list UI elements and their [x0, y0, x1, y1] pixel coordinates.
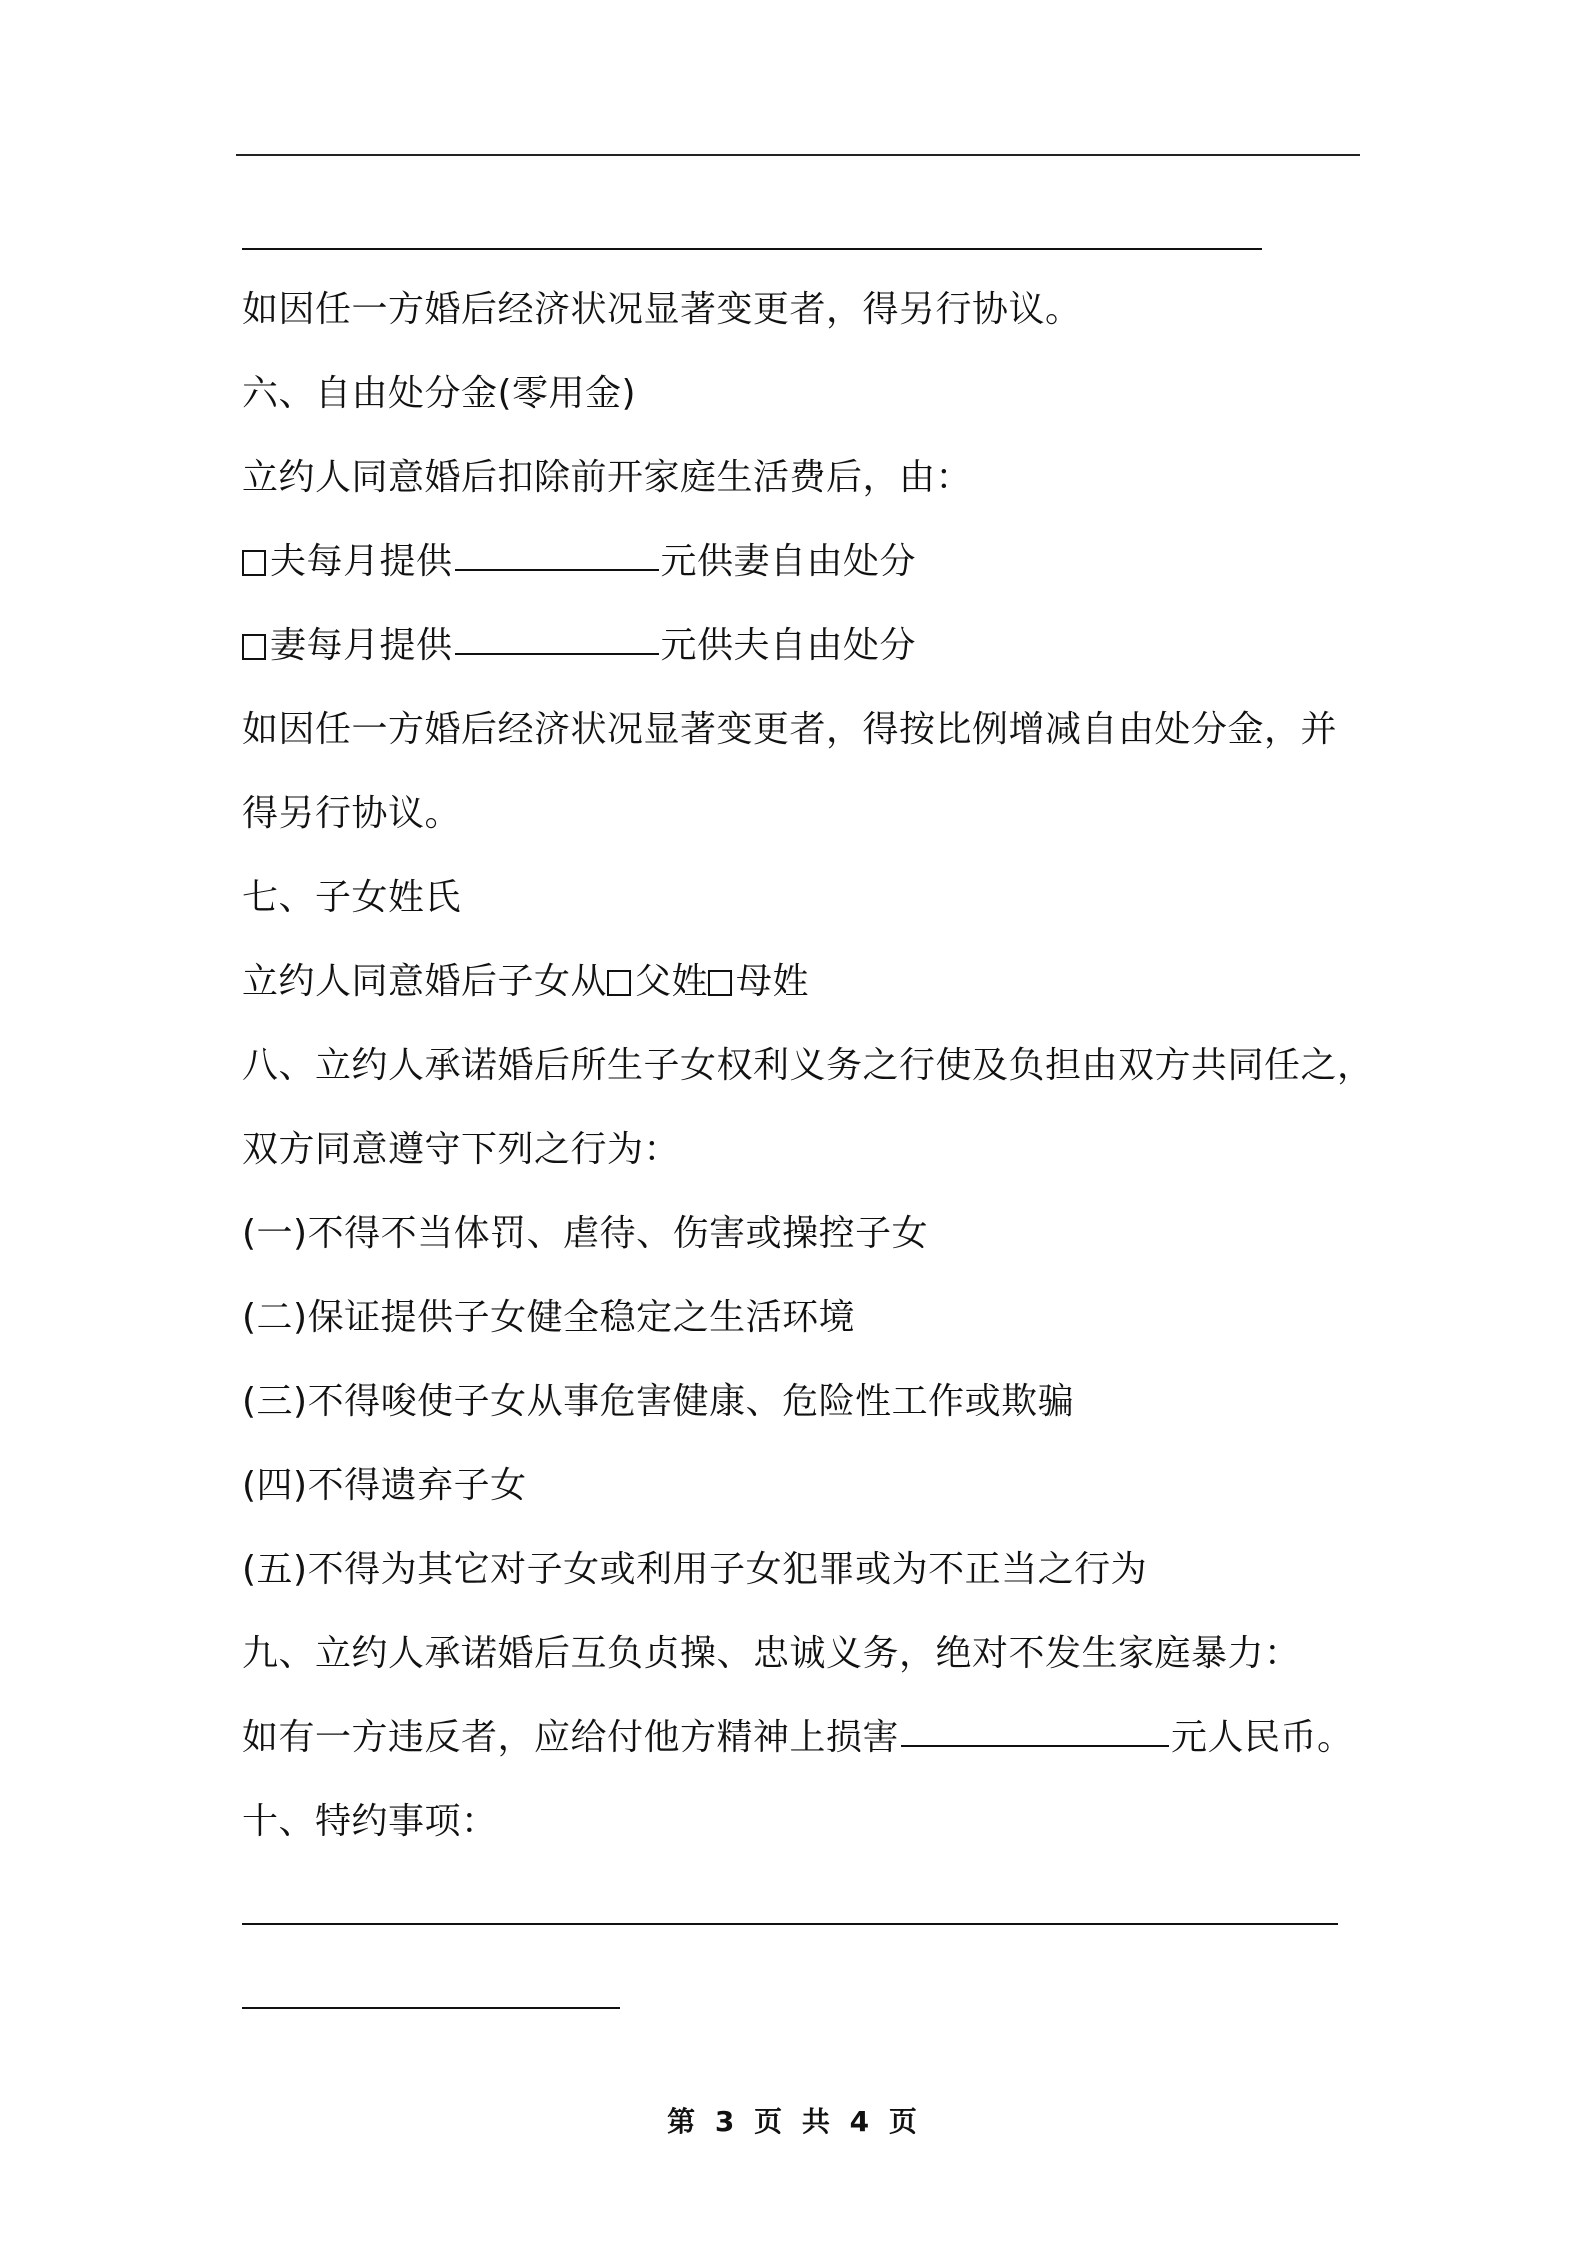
header-rule	[236, 154, 1360, 156]
compensation-suffix: 元人民币。	[1171, 1717, 1354, 1758]
option-suffix: 元供夫自由处分	[660, 625, 917, 666]
paragraph-line: 如因任一方婚后经济状况显著变更者，得按比例增减自由处分金，并	[242, 709, 1338, 750]
fill-in-line[interactable]	[242, 1923, 1338, 1925]
option-suffix: 元供妻自由处分	[660, 541, 917, 582]
compensation-line	[242, 1716, 1354, 1760]
section-heading-6: 六、自由处分金(零用金)	[242, 373, 637, 414]
amount-blank[interactable]	[455, 569, 659, 571]
paragraph-line: 双方同意遵守下列之行为：	[242, 1129, 681, 1170]
checkbox[interactable]	[242, 550, 266, 576]
amount-blank[interactable]	[455, 653, 659, 655]
option-wife-allowance	[242, 624, 916, 668]
option-husband-allowance	[242, 540, 916, 584]
section-heading-10: 十、特约事项：	[242, 1801, 498, 1842]
fill-in-line[interactable]	[242, 248, 1262, 250]
page-footer: 第 3 页 共 4 页	[667, 2105, 919, 2138]
amount-blank[interactable]	[901, 1745, 1169, 1747]
option-label: 夫每月提供	[270, 541, 453, 582]
surname-choice-line	[242, 960, 809, 1004]
mother-surname-label: 母姓	[736, 961, 810, 1002]
fill-in-line[interactable]	[242, 2007, 620, 2009]
option-label: 妻每月提供	[270, 625, 453, 666]
paragraph-line: 得另行协议。	[242, 793, 462, 834]
compensation-text: 如有一方违反者，应给付他方精神上损害	[242, 1717, 900, 1758]
list-item: (一)不得不当体罚、虐待、伤害或操控子女	[242, 1213, 929, 1254]
list-item: (三)不得唆使子女从事危害健康、危险性工作或欺骗	[242, 1381, 1075, 1422]
section-heading-9: 九、立约人承诺婚后互负贞操、忠诚义务，绝对不发生家庭暴力：	[242, 1633, 1301, 1674]
list-item: (五)不得为其它对子女或利用子女犯罪或为不正当之行为	[242, 1549, 1148, 1590]
paragraph-line: 立约人同意婚后扣除前开家庭生活费后，由：	[242, 457, 973, 498]
section-heading-8: 八、立约人承诺婚后所生子女权利义务之行使及负担由双方共同任之，	[242, 1045, 1374, 1086]
checkbox-father-surname[interactable]	[607, 970, 631, 996]
section-heading-7: 七、子女姓氏	[242, 877, 462, 918]
list-item: (二)保证提供子女健全稳定之生活环境	[242, 1297, 856, 1338]
paragraph-line: 如因任一方婚后经济状况显著变更者，得另行协议。	[242, 289, 1082, 330]
checkbox[interactable]	[242, 634, 266, 660]
surname-prompt: 立约人同意婚后子女从	[242, 961, 608, 1002]
father-surname-label: 父姓	[635, 961, 709, 1002]
checkbox-mother-surname[interactable]	[708, 970, 732, 996]
list-item: (四)不得遗弃子女	[242, 1465, 527, 1506]
